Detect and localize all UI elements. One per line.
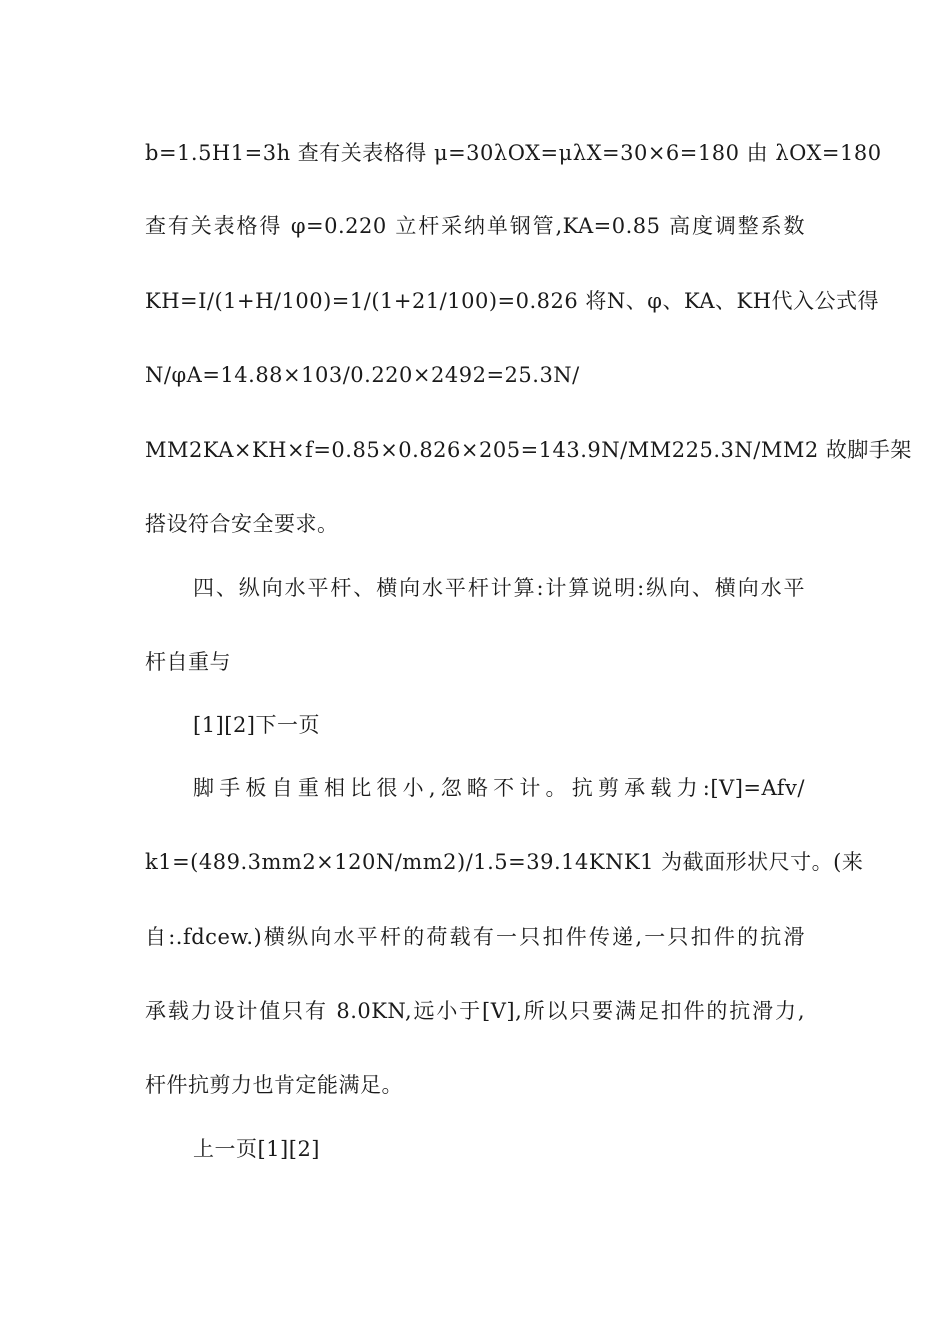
text-line: 杆自重与 (145, 650, 231, 674)
text-line: MM2KA×KH×f=0.85×0.826×205=143.9N/MM225.3N/MM2 故脚手架 (145, 438, 912, 462)
text-line: 查有关表格得 φ=0.220 立杆采纳单钢管,KA=0.85 高度调整系数 (145, 214, 805, 238)
pagination-prev[interactable]: 上一页[1][2] (193, 1137, 320, 1161)
text-line: 承载力设计值只有 8.0KN,远小于[V],所以只要满足扣件的抗滑力, (145, 999, 805, 1023)
text-line: KH=I/(1+H/100)=1/(1+21/100)=0.826 将N、φ、KA、KH代入公式得 (145, 289, 880, 313)
text-line: 杆件抗剪力也肯定能满足。 (145, 1073, 403, 1097)
section-heading-line: 四、纵向水平杆、横向水平杆计算:计算说明:纵向、横向水平 (193, 576, 805, 600)
text-line: 搭设符合安全要求。 (145, 512, 339, 536)
text-line: k1=(489.3mm2×120N/mm2)/1.5=39.14KNK1 为截面形状尺寸。(来 (145, 850, 864, 874)
pagination-next[interactable]: [1][2]下一页 (193, 713, 320, 737)
text-line: 脚手板自重相比很小,忽略不计。抗剪承载力:[V]=Afv/ (193, 776, 805, 800)
text-line: b=1.5H1=3h 查有关表格得 μ=30λOX=μλX=30×6=180 由 λOX=180 (145, 141, 882, 165)
text-line: 自:.fdcew.)横纵向水平杆的荷载有一只扣件传递,一只扣件的抗滑 (145, 925, 805, 949)
text-line: N/φA=14.88×103/0.220×2492=25.3N/ (145, 363, 580, 387)
